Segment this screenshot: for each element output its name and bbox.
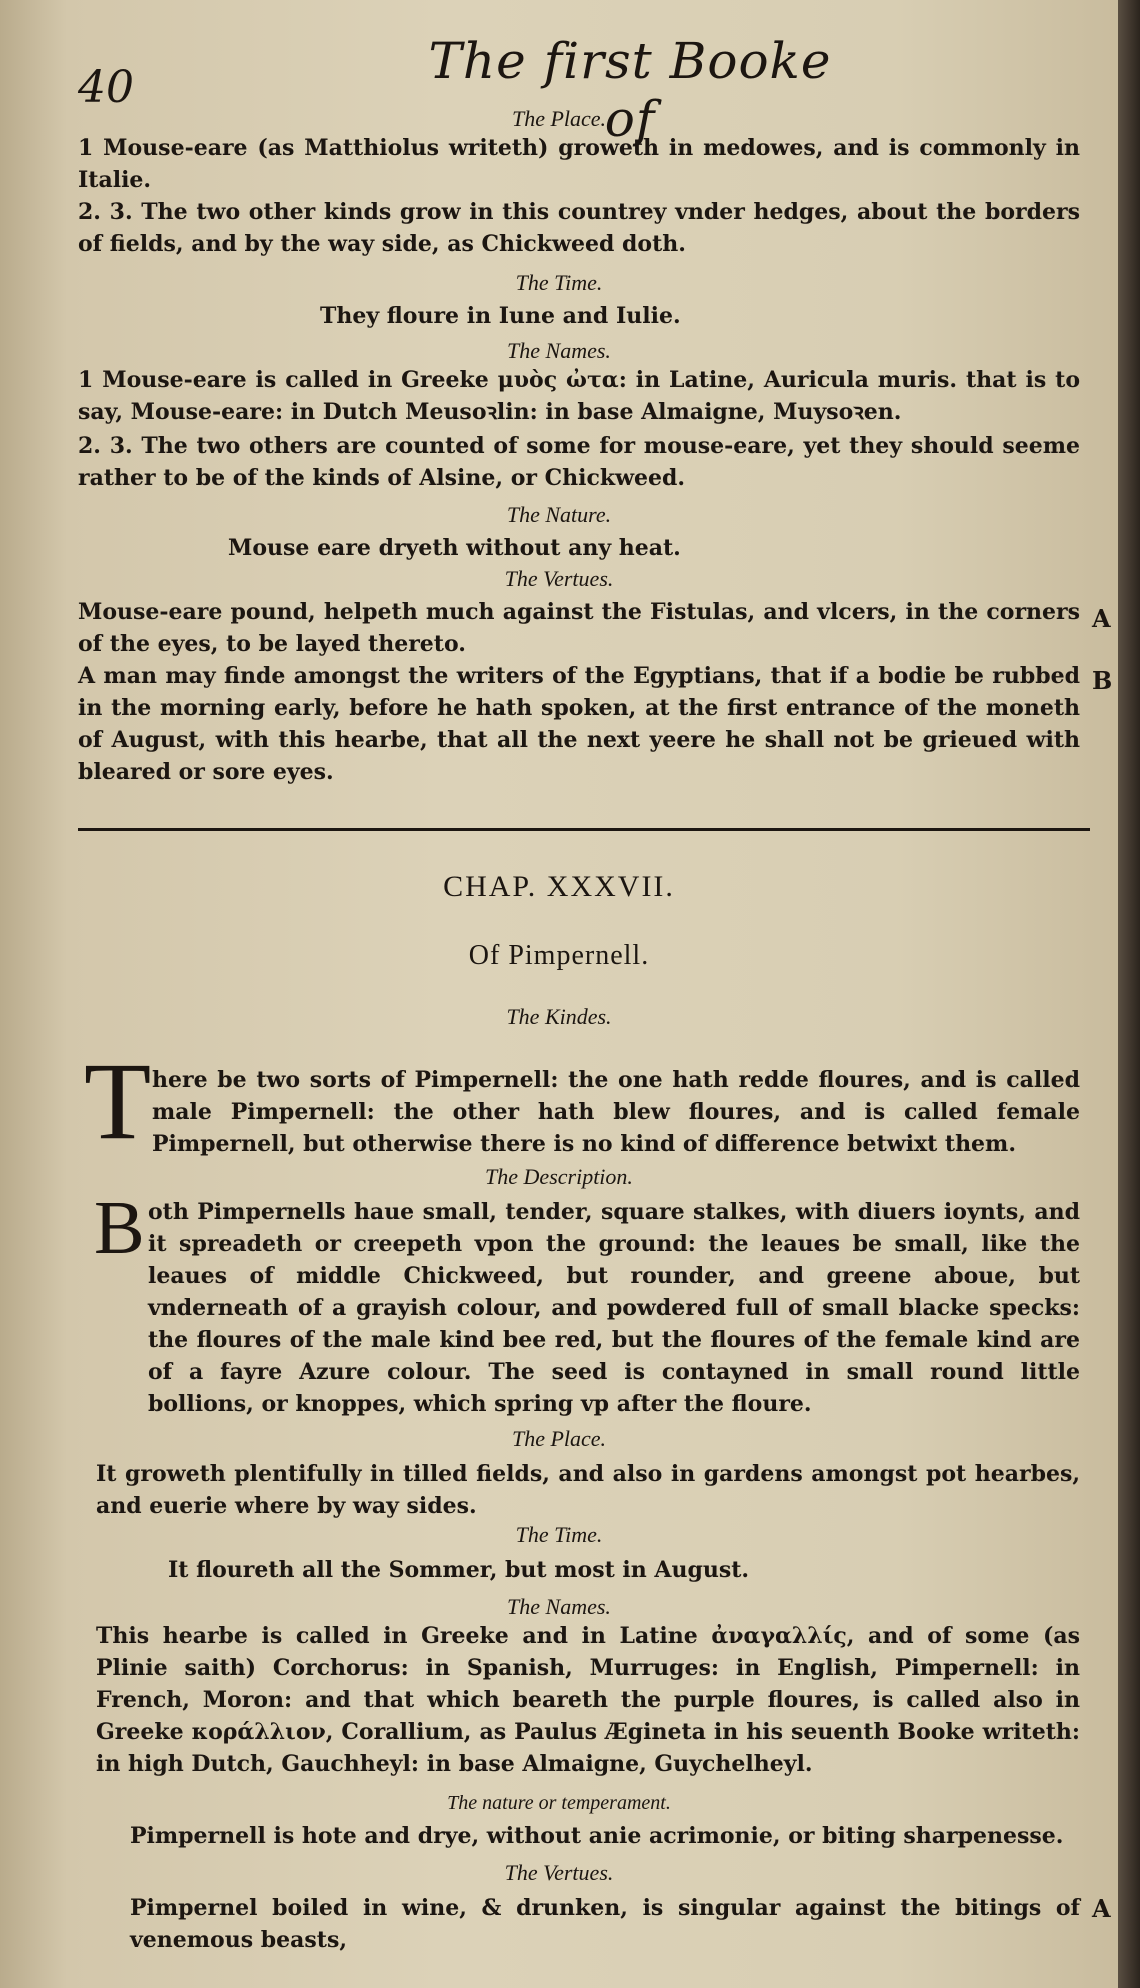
vertues-heading: The Vertues. bbox=[504, 566, 614, 591]
description-dropcap: B bbox=[94, 1186, 145, 1270]
place-heading: The Place. bbox=[511, 106, 607, 131]
vertues-paragraph-1: Mouse-eare pound, helpeth much against the Fistulas, and vlcers, in the corners of the eyes, to be layed thereto. bbox=[78, 599, 1080, 657]
names-paragraph-3: This hearbe is called in Greeke and in Latine ἀναγαλλίς, and of some (as Plinie saith) Corchorus: in Spanish, Murruges: in English, Pimpernell: in French, Moron: and that which beareth the purple floures, is called also in Greeke κοράλλιον, Corallium, as Paulus Ægineta in his seuenth Booke writeth: in high Dutch, Gauchheyl: in base Almaigne, Guychelheyl. bbox=[96, 1623, 1080, 1777]
chapter-title: Of Pimpernell. bbox=[468, 940, 650, 971]
kindes-heading: The Kindes. bbox=[506, 1004, 612, 1029]
vertues-paragraph-2: A man may finde amongst the writers of the Egyptians, that if a bodie be rubbed in the morning early, before he hath spoken, at the first entrance of the moneth of August, with this hearbe, that all the next yeere he shall not be grieued with bleared or sore eyes. bbox=[78, 663, 1080, 785]
running-head: The first Booke of bbox=[428, 32, 832, 148]
margin-letter-a: A bbox=[1092, 604, 1111, 633]
nature-paragraph: Mouse eare dryeth without any heat. bbox=[228, 535, 681, 561]
nature-paragraph-2: Pimpernell is hote and drye, without anie acrimonie, or biting sharpenesse. bbox=[130, 1823, 1064, 1849]
place-paragraph-3: It groweth plentifully in tilled fields, and also in gardens amongst pot hearbes, and euerie where by way sides. bbox=[96, 1461, 1080, 1519]
vertues-paragraph-3: Pimpernel boiled in wine, & drunken, is singular against the bitings of venemous beasts, bbox=[130, 1895, 1080, 1953]
time-heading: The Time. bbox=[515, 270, 603, 295]
margin-letter-a-2: A bbox=[1092, 1894, 1111, 1923]
place-heading-2: The Place. bbox=[511, 1426, 607, 1451]
names-paragraph-1: 1 Mouse-eare is called in Greeke μυὸς ὠτα: in Latine, Auricula muris. that is to say, Mouse-eare: in Dutch Meusoꝛlin: in base Almaigne, Muysoꝛen. bbox=[78, 367, 1080, 425]
description-heading: The Description. bbox=[485, 1164, 633, 1189]
time-paragraph: They floure in Iune and Iulie. bbox=[320, 303, 681, 329]
place-paragraph-1: 1 Mouse-eare (as Matthiolus writeth) groweth in medowes, and is commonly in Italie. bbox=[78, 135, 1080, 193]
margin-letter-b: B bbox=[1092, 666, 1113, 695]
names-heading: The Names. bbox=[507, 338, 611, 363]
page-number: 40 bbox=[78, 62, 134, 113]
book-spine bbox=[1118, 0, 1140, 1988]
nature-heading: The Nature. bbox=[506, 502, 612, 527]
time-heading-2: The Time. bbox=[515, 1522, 603, 1547]
vertues-heading-2: The Vertues. bbox=[504, 1860, 614, 1885]
names-heading-2: The Names. bbox=[507, 1594, 611, 1619]
chapter-number: CHAP. XXXVII. bbox=[443, 870, 675, 903]
nature-heading-2: The nature or temperament. bbox=[447, 1792, 671, 1814]
time-paragraph-2: It floureth all the Sommer, but most in August. bbox=[168, 1557, 750, 1583]
chapter-divider bbox=[78, 828, 1090, 831]
names-paragraph-2: 2. 3. The two others are counted of some for mouse-eare, yet they should seeme rather to be of the kinds of Alsine, or Chickweed. bbox=[78, 433, 1080, 491]
kindes-dropcap: T bbox=[84, 1040, 152, 1162]
place-paragraph-2: 2. 3. The two other kinds grow in this countrey vnder hedges, about the borders of fields, and by the way side, as Chickweed doth. bbox=[78, 199, 1080, 257]
description-paragraph: oth Pimpernells haue small, tender, square stalkes, with diuers ioynts, and it spreadeth or creepeth vpon the ground: the leaues be small, like the leaues of middle Chickweed, but rounder, and greene aboue, but vnderneath of a grayish colour, and powdered full of small blacke specks: the floures of the male kind bee red, but the floures of the female kind are of a fayre Azure colour. The seed is contayned in small round little bollions, or knoppes, which spring vp after the floure. bbox=[148, 1199, 1080, 1417]
kindes-paragraph: here be two sorts of Pimpernell: the one hath redde floures, and is called male Pimpernell: the other hath blew floures, and is called female Pimpernell, but otherwise there is no kind of difference betwixt them. bbox=[152, 1067, 1080, 1157]
